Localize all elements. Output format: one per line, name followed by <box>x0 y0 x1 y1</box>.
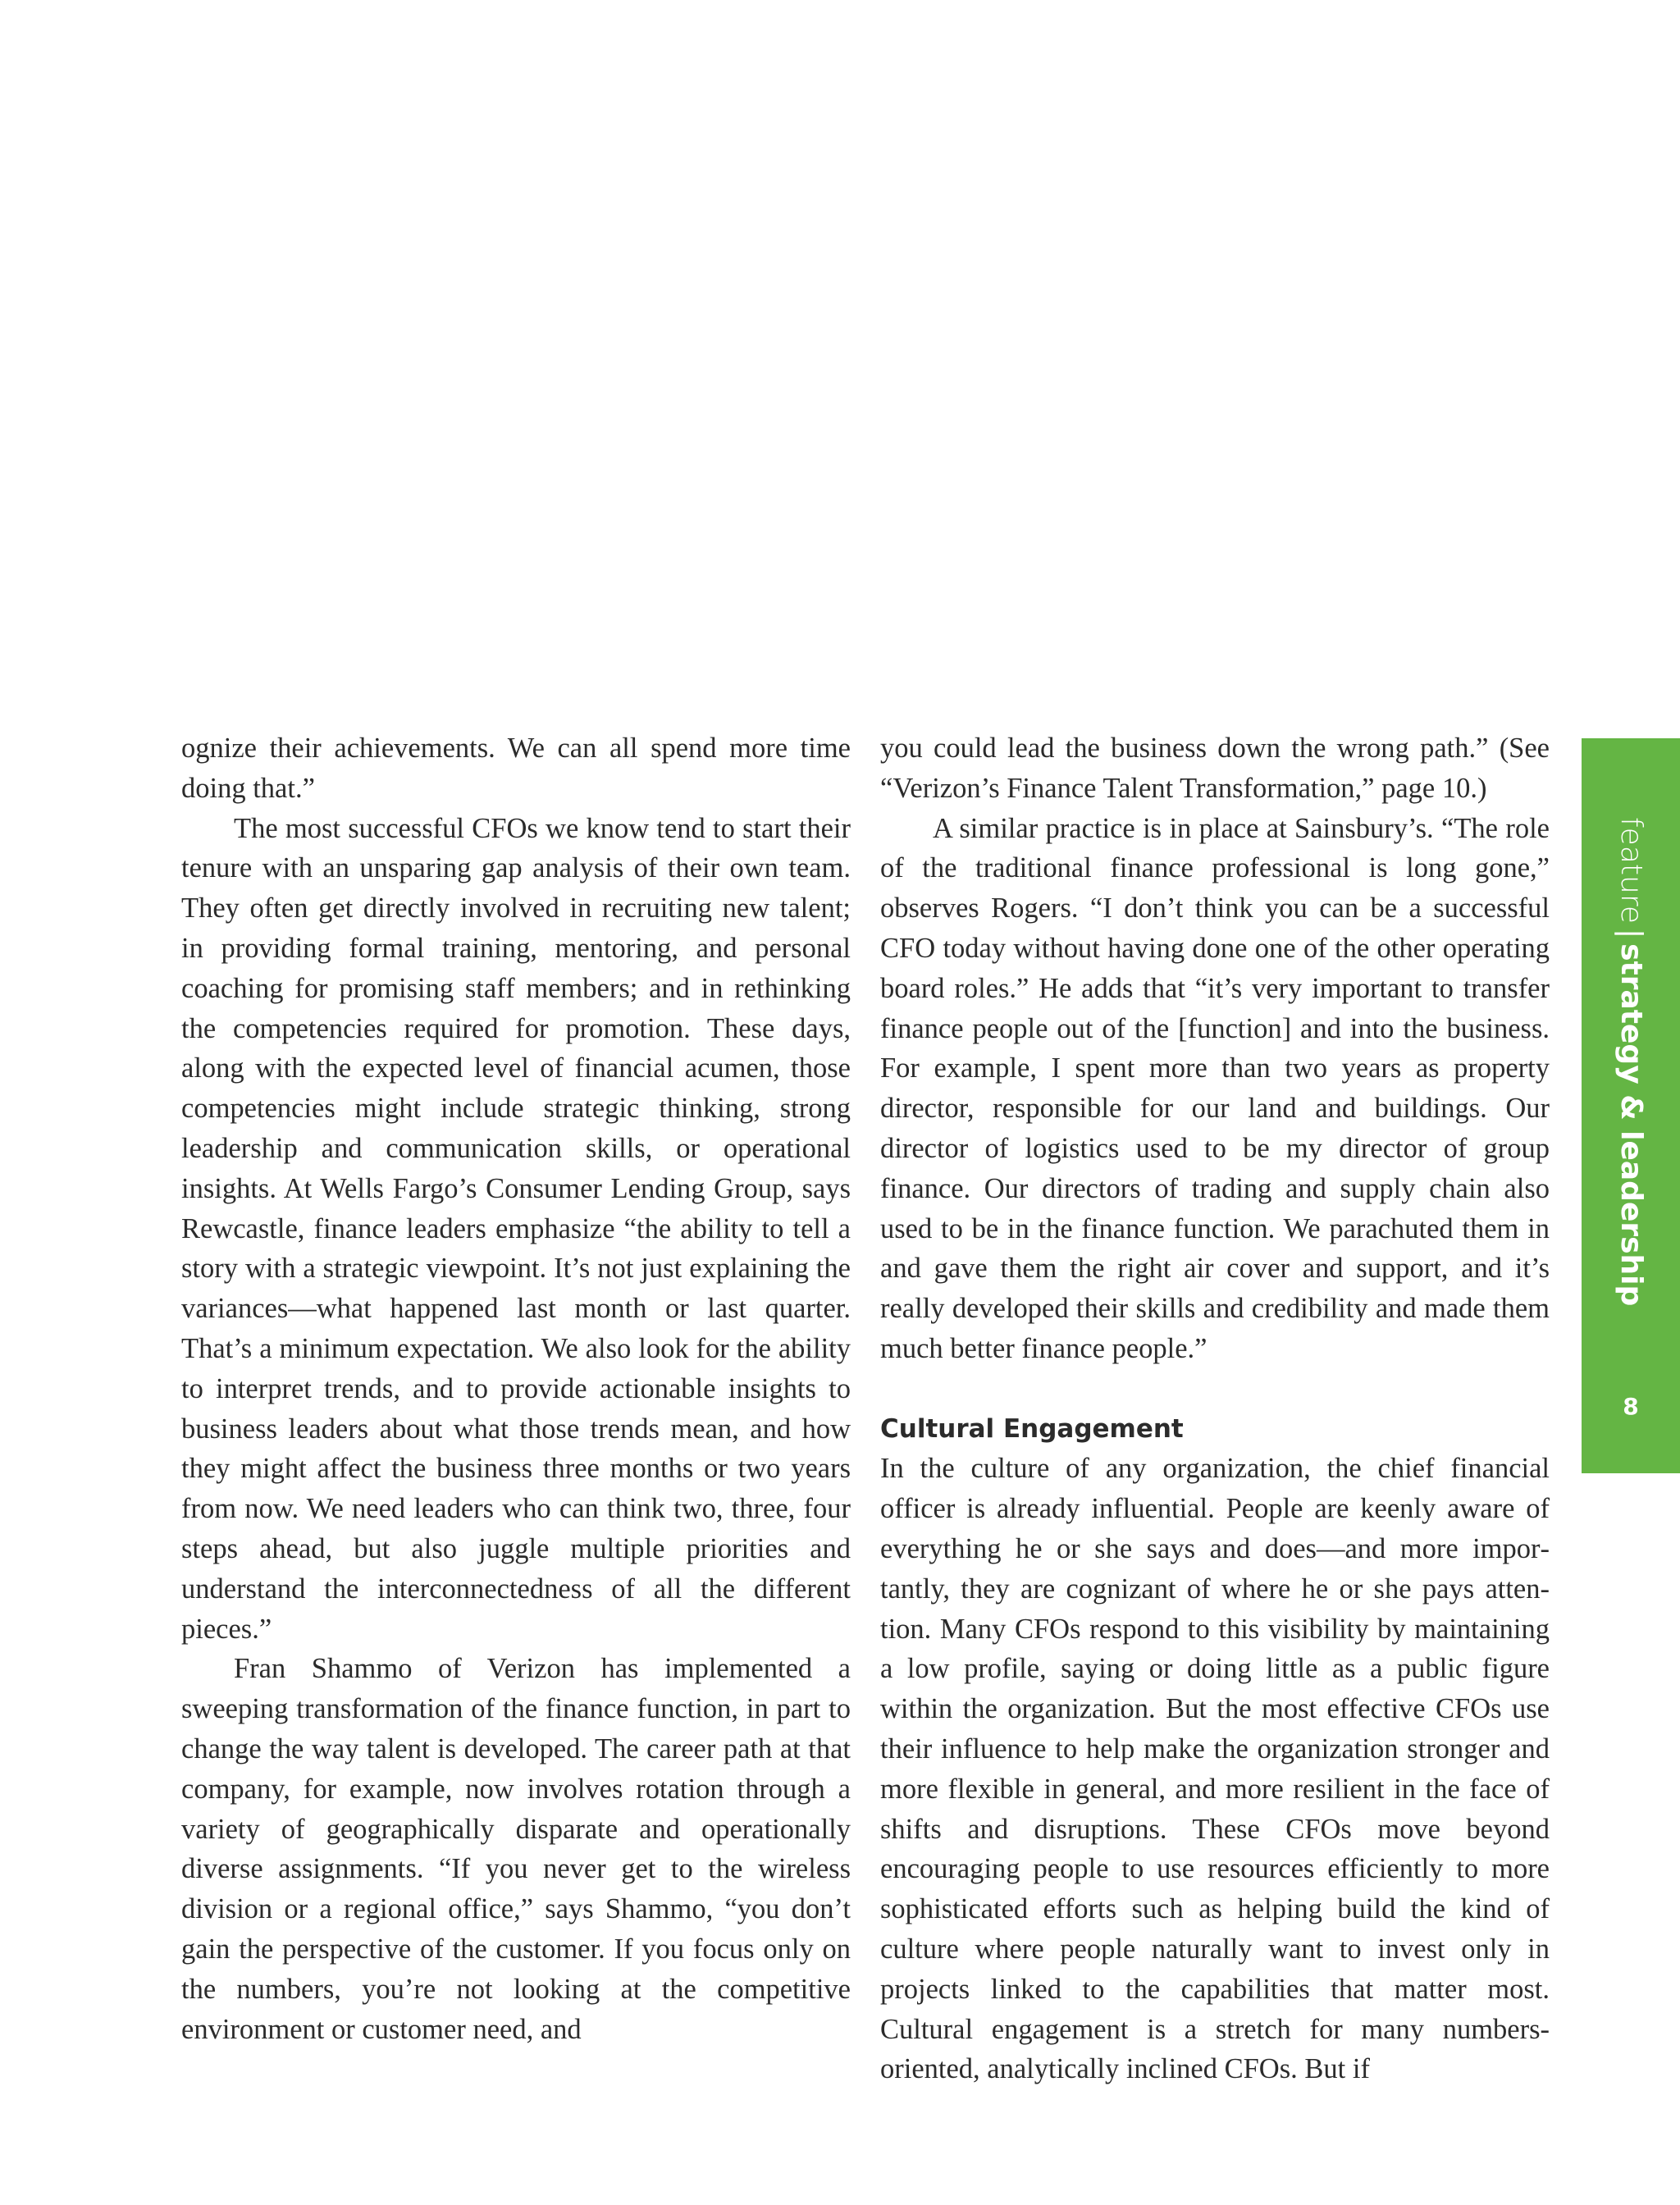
left-paragraph-3: Fran Shammo of Verizon has implemented a sweeping transformation of the finance function, in part to change the way talent is developed. The career path at that company, for example, now involves rotation through a variety of geographically disparate and operationally diverse assignments. “If you never get to the wireless division or a regional office,” says Shammo, “you don’t gain the perspective of the customer. If you focus only on the numbers, you’re not looking at the competitive environment or customer need, and <box>181 1653 851 2045</box>
left-paragraph-1: ognize their achievements. We can all spend more time doing that.” <box>181 733 851 804</box>
right-paragraph-1: you could lead the business down the wrong path.” (See “Verizon’s Finance Talent Transformation,” page 10.) <box>880 733 1550 804</box>
section-tab-label <box>1613 817 1649 1306</box>
left-paragraph-2: The most successful CFOs we know tend to start their tenure with an unsparing gap analysis of their own team. They often get directly involved in recruiting new talent; in providing formal training, mentoring, and personal coaching for promising staff members; and in rethinking the competencies required for promotion. These days, along with the expected level of financial acumen, those competencies might include strategic thinking, strong leadership and communication skills, or operational insights. At Wells Fargo’s Consumer Lending Group, says Rewcastle, finance leaders emphasize “the ability to tell a story with a strategic viewpoint. It’s not just explaining the variances—what happened last month or last quarter. That’s a minimum expectation. We also look for the ability to interpret trends, and to provide actionable insights to business leaders about what those trends mean, and how they might affect the business three months or two years from now. We need leaders who can think two, three, four steps ahead, but also juggle multiple priorities and understand the interconnectedness of all the different pieces.” <box>181 812 851 1645</box>
right-paragraph-2: A similar practice is in place at Sainsbury’s. “The role of the traditional finance professional is long gone,” observes Rogers. “I don’t think you can be a successful CFO today without having done one of the other operating board roles.” He adds that “it’s very important to transfer finance people out of the [function] and into the business. For example, I spent more than two years as property director, responsible for our land and buildings. Our director of logistics used to be my director of group finance. Our directors of trading and supply chain also used to be in the finance function. We parachuted them in and gave them the right air cover and support, and it’s really developed their skills and credibility and made them much better finance people.” <box>880 812 1550 1364</box>
section-name: feature <box>1614 817 1648 924</box>
page-number: 8 <box>1623 1393 1639 1420</box>
section-tab <box>1582 738 1680 1473</box>
left-column <box>181 728 851 2049</box>
right-paragraph-3: In the culture of any organization, the chief financial officer is already influential. People are keenly aware of everything he or she says and does—and more importantly, they are cognizant of where he or she pays attention. Many CFOs respond to this visibility by maintaining a low profile, saying or doing little as a public figure within the organization. But the most effective CFOs use their influence to help make the organization stronger and more flexible in general, and more resilient in the face of shifts and disruptions. These CFOs move beyond encouraging people to use resources efficiently to more sophisticated efforts such as helping build the kind of culture where people naturally want to invest only in projects linked to the capabilities that matter most. Cultural engagement is a stretch for many numbers-oriented, analytically inclined CFOs. But if <box>880 1453 1550 2085</box>
section-heading: Cultural Engagement <box>880 1413 1184 1444</box>
right-column <box>880 728 1550 2089</box>
section-separator: | <box>1614 928 1648 939</box>
section-topic: strategy & leadership <box>1614 943 1648 1307</box>
